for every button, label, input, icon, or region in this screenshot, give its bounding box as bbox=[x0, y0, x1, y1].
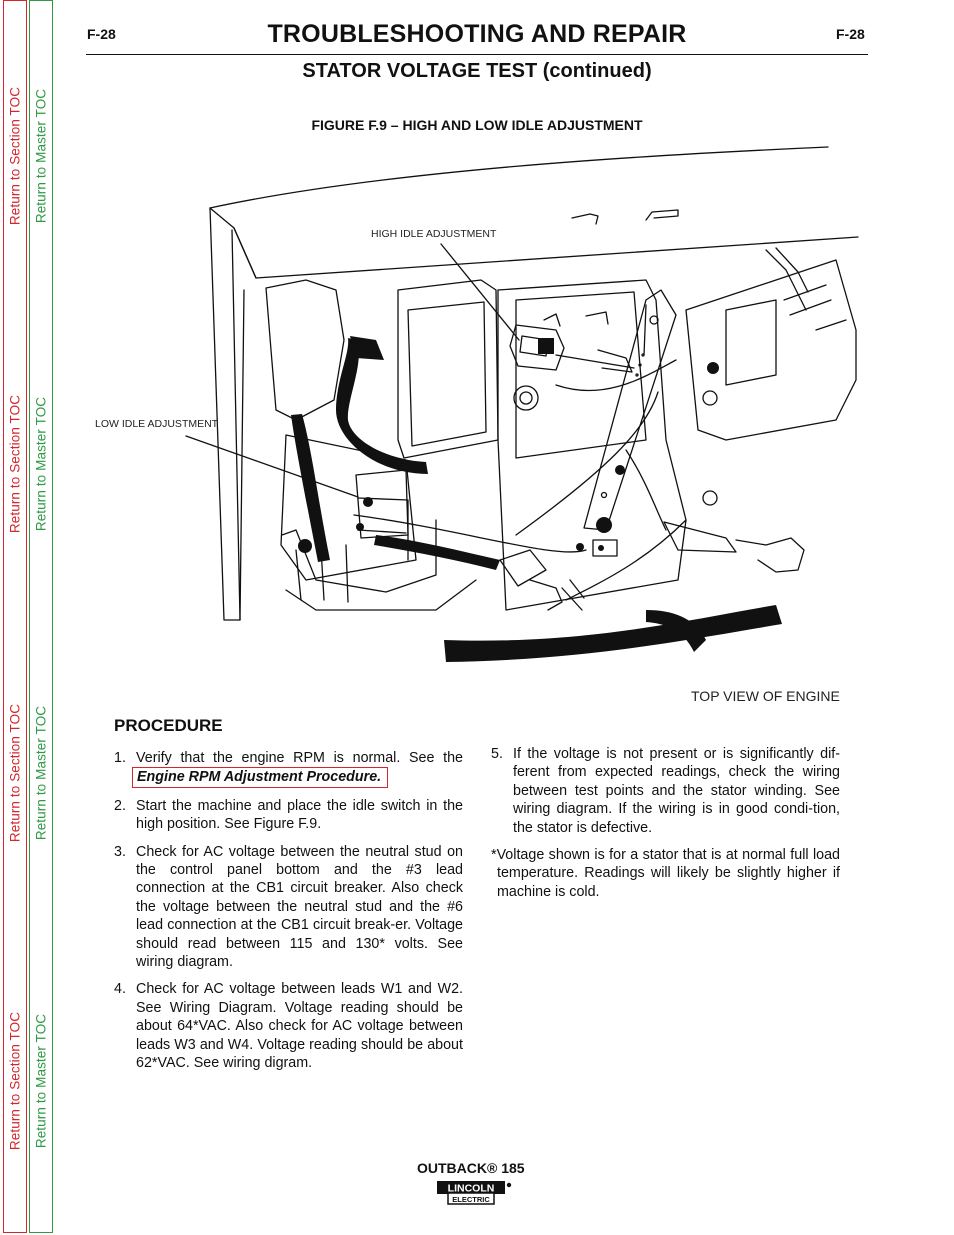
master-toc-bar bbox=[29, 0, 53, 1233]
procedure-step bbox=[114, 980, 463, 1072]
procedure-step bbox=[114, 749, 463, 788]
step-text: Check for AC voltage between leads W1 and W2. See Wiring Diagram. Voltage reading should be about 64*VAC. Also check for AC voltage between leads W3 and W4. Voltage reading should be about 62*VAC. See wiring digram. bbox=[136, 981, 463, 1072]
return-to-section-toc-link[interactable]: Return to Section TOC bbox=[7, 703, 23, 843]
return-to-section-toc-link[interactable]: Return to Section TOC bbox=[7, 86, 23, 226]
return-to-master-toc-link[interactable]: Return to Master TOC bbox=[33, 705, 49, 841]
procedure-column-right bbox=[491, 745, 840, 901]
page-title: TROUBLESHOOTING AND REPAIR bbox=[267, 20, 687, 48]
step-text: If the voltage is not present or is significantly dif-ferent from expected readings, check the wiring between test points and the stator winding. See wiring diagram. If the wiring is in good condi-tion, the stator is defective. bbox=[513, 746, 840, 836]
high-idle-label: HIGH IDLE ADJUSTMENT bbox=[371, 228, 497, 240]
step-number: 3. bbox=[114, 843, 126, 860]
return-to-master-toc-link[interactable]: Return to Master TOC bbox=[33, 1013, 49, 1149]
procedure-step bbox=[114, 797, 463, 834]
link-text: Engine RPM Adjustment Procedure bbox=[137, 769, 378, 786]
procedure-step bbox=[114, 843, 463, 972]
return-to-section-toc-link[interactable]: Return to Section TOC bbox=[7, 1011, 23, 1151]
step-number: 1. bbox=[114, 750, 126, 766]
step-number: 5. bbox=[491, 746, 503, 762]
step-text: Check for AC voltage between the neutral stud on the control panel bottom and the #3 lead connection at the CB1 circuit breaker. Also check the voltage between the neutral stud and the #6 lead connection at the CB1 circuit break-er. Voltage should read between 115 and 130* volts. See wiring diagram. bbox=[136, 843, 463, 971]
lincoln-electric-logo bbox=[436, 1180, 514, 1206]
step-text: Verify that the engine RPM is normal. See the bbox=[136, 750, 463, 766]
figure-caption: FIGURE F.9 – HIGH AND LOW IDLE ADJUSTMENT bbox=[311, 117, 643, 133]
page-number-left: F-28 bbox=[87, 26, 116, 42]
engine-idle-adjustment-figure bbox=[86, 140, 868, 710]
section-toc-bar bbox=[3, 0, 27, 1233]
step-number: 4. bbox=[114, 981, 126, 998]
return-to-master-toc-link[interactable]: Return to Master TOC bbox=[33, 396, 49, 532]
section-subtitle: STATOR VOLTAGE TEST (continued) bbox=[302, 60, 652, 82]
return-to-master-toc-link[interactable]: Return to Master TOC bbox=[33, 88, 49, 224]
step-text: Start the machine and place the idle switch in the high position. See Figure F.9. bbox=[136, 797, 463, 833]
step-number: 2. bbox=[114, 797, 126, 814]
top-view-label: TOP VIEW OF ENGINE bbox=[691, 688, 840, 704]
low-idle-label: LOW IDLE ADJUSTMENT bbox=[95, 418, 219, 430]
title-divider bbox=[86, 54, 868, 55]
voltage-note: *Voltage shown is for a stator that is at normal full load temperature. Readings will likely be slightly higher if machine is cold. bbox=[491, 847, 840, 900]
logo-bottom-text: ELECTRIC bbox=[452, 1195, 490, 1204]
procedure-heading: PROCEDURE bbox=[114, 716, 223, 735]
product-model: OUTBACK® 185 bbox=[417, 1160, 525, 1176]
procedure-column-left bbox=[114, 749, 463, 1082]
engine-rpm-procedure-link[interactable] bbox=[132, 767, 388, 787]
logo-graphic bbox=[436, 1180, 514, 1206]
procedure-step bbox=[491, 745, 840, 837]
return-to-section-toc-link[interactable]: Return to Section TOC bbox=[7, 394, 23, 534]
logo-top-text: LINCOLN bbox=[447, 1182, 495, 1195]
page-number-right: F-28 bbox=[836, 26, 865, 42]
link-tail: . bbox=[377, 769, 382, 786]
